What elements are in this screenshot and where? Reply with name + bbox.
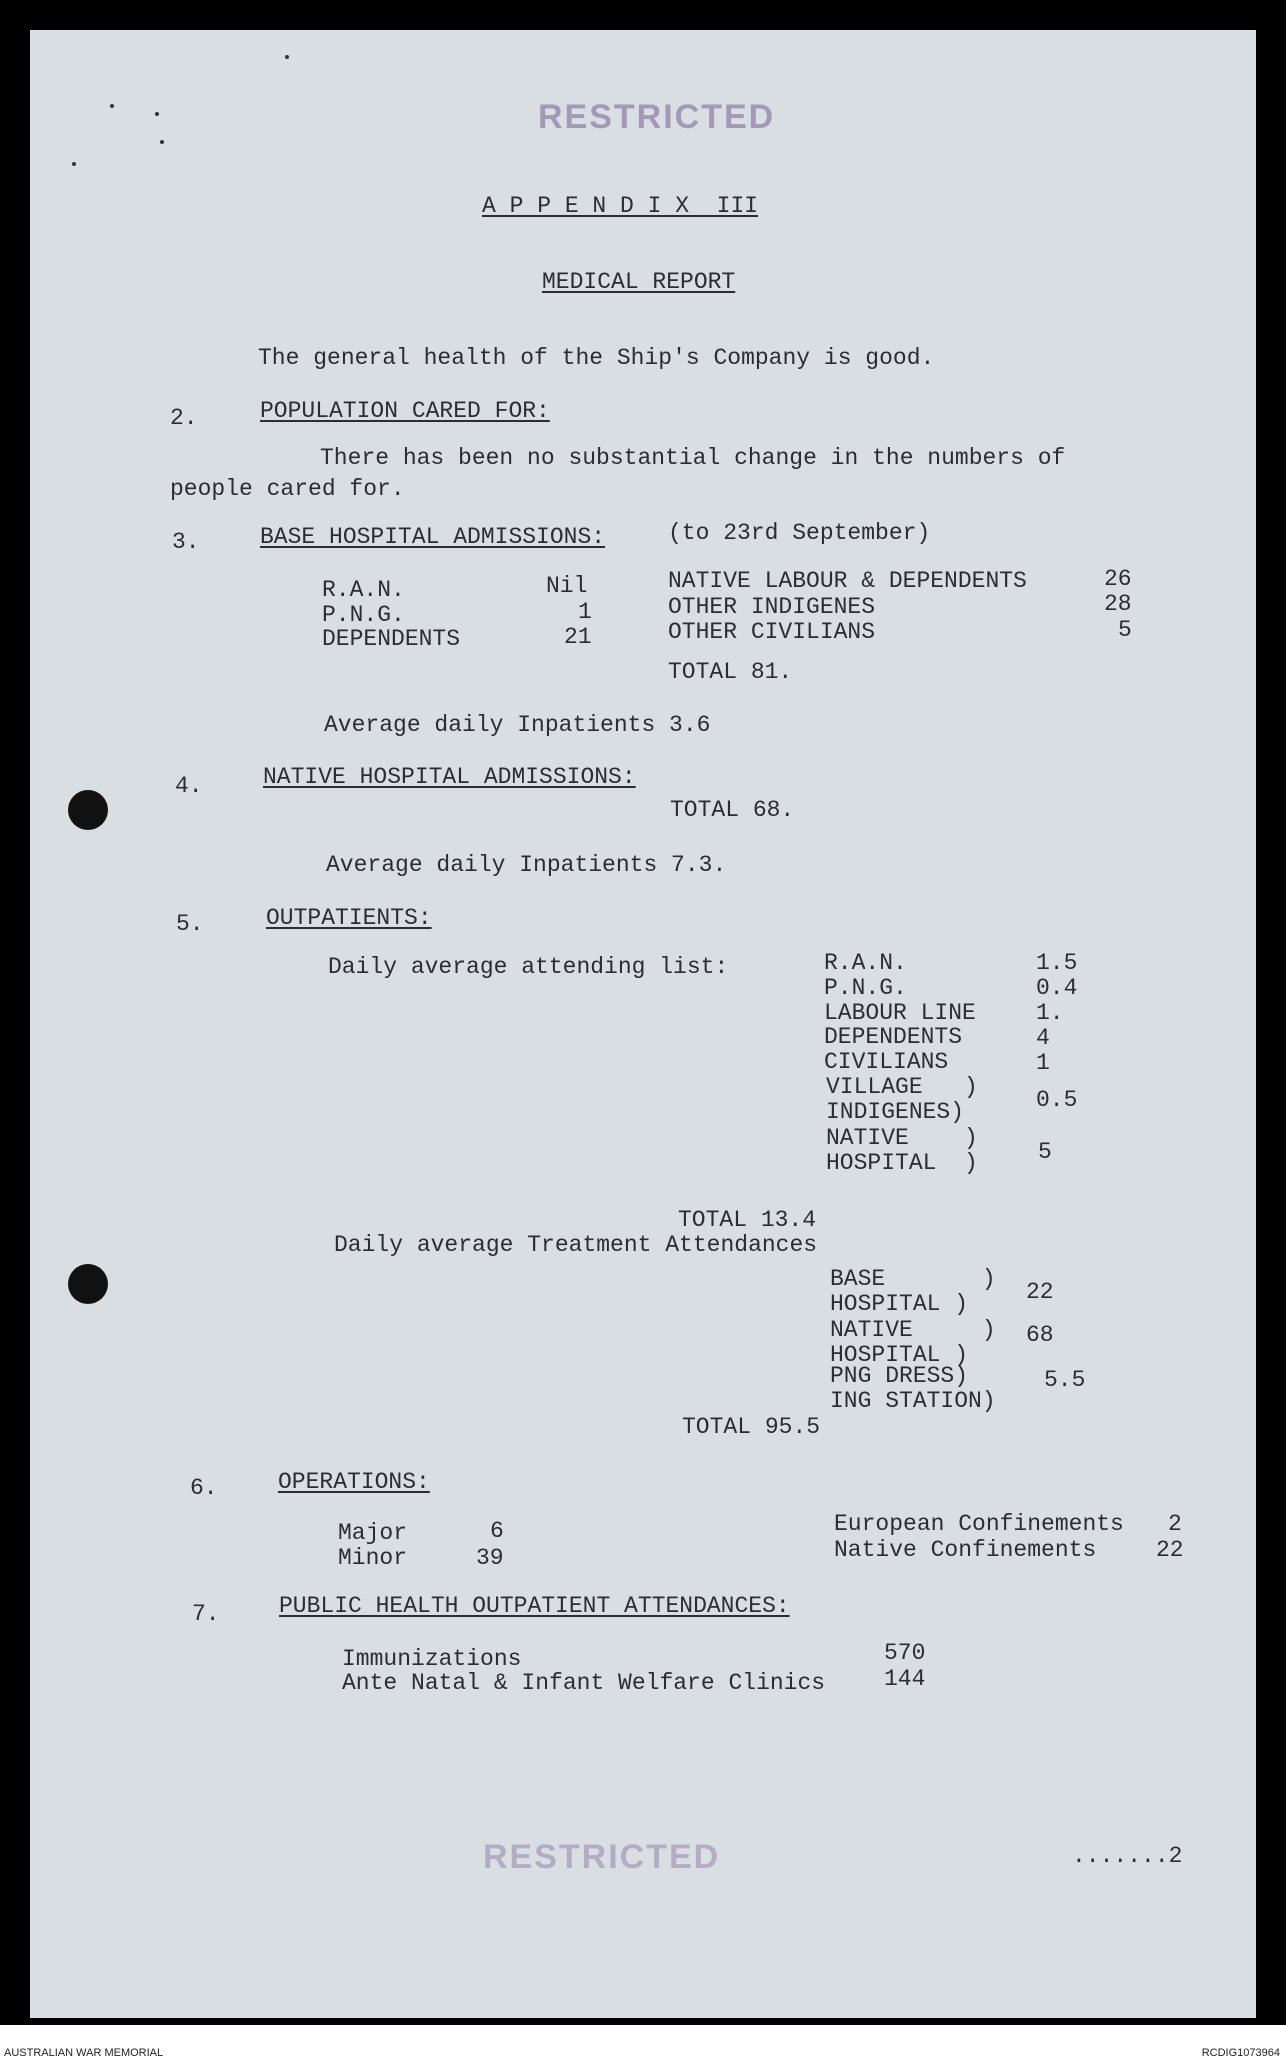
attending-label-ran: R.A.N. — [824, 950, 907, 976]
base-admission-value-other-indigenes: 28 — [1104, 591, 1132, 617]
treatment-value-base-hospital: 22 — [1026, 1279, 1054, 1305]
attending-label-village-indigenes: VILLAGE ) INDIGENES) — [826, 1074, 978, 1125]
section-2-text-line-1: There has been no substantial change in the numbers of — [320, 445, 1066, 471]
operations-value-major: 6 — [490, 1518, 504, 1544]
operations-label-major: Major — [338, 1520, 408, 1546]
base-admission-label-ran: R.A.N. — [322, 577, 405, 603]
section-3-number: 3. — [172, 529, 200, 555]
base-admission-value-dependents: 21 — [564, 624, 592, 650]
punch-hole-top — [68, 790, 108, 830]
footer-left-credit: AUSTRALIAN WAR MEMORIAL — [4, 2047, 164, 2059]
confinements-value-native: 22 — [1156, 1537, 1184, 1563]
attending-total: TOTAL 13.4 — [678, 1207, 817, 1233]
treatment-label-png-dressing-station: PNG DRESS) ING STATION) — [830, 1363, 996, 1414]
paper-speck — [285, 55, 289, 59]
archive-footer — [0, 2025, 1286, 2061]
report-title: MEDICAL REPORT — [542, 269, 736, 295]
native-admission-total: TOTAL 68. — [670, 797, 795, 823]
paper-speck — [72, 162, 76, 166]
treatment-label-base-hospital: BASE ) HOSPITAL ) — [830, 1266, 996, 1317]
section-7-heading: PUBLIC HEALTH OUTPATIENT ATTENDANCES: — [279, 1593, 790, 1619]
section-5-heading: OUTPATIENTS: — [266, 905, 432, 931]
base-admission-label-native-labour: NATIVE LABOUR & DEPENDENTS — [668, 568, 1027, 594]
treatment-total: TOTAL 95.5 — [682, 1414, 821, 1440]
attending-value-village-indigenes: 0.5 — [1036, 1087, 1078, 1113]
operations-value-minor: 39 — [476, 1545, 504, 1571]
section-3-heading: BASE HOSPITAL ADMISSIONS: — [260, 524, 606, 550]
page-continuation-marker: .......2 — [1072, 1843, 1183, 1869]
section-2-text-line-2: people cared for. — [170, 476, 405, 502]
confinements-value-european: 2 — [1168, 1511, 1182, 1537]
base-admission-value-native-labour: 26 — [1104, 566, 1132, 592]
attending-label-native-hospital: NATIVE ) HOSPITAL ) — [826, 1125, 978, 1176]
attending-value-png: 0.4 — [1036, 975, 1078, 1001]
punch-hole-bottom — [68, 1264, 108, 1304]
paper-speck — [110, 104, 114, 108]
base-admission-value-other-civilians: 5 — [1118, 617, 1132, 643]
attending-value-ran: 1.5 — [1036, 950, 1078, 976]
base-admission-average: Average daily Inpatients 3.6 — [324, 712, 711, 738]
section-7-number: 7. — [192, 1601, 220, 1627]
base-admission-value-png: 1 — [578, 599, 592, 625]
native-admission-average: Average daily Inpatients 7.3. — [326, 852, 727, 878]
section-2-heading: POPULATION CARED FOR: — [260, 398, 550, 424]
public-health-label-clinics: Ante Natal & Infant Welfare Clinics — [342, 1670, 826, 1696]
section-3-note: (to 23rd September) — [668, 520, 931, 546]
attending-label-png: P.N.G. — [824, 975, 907, 1001]
section-6-number: 6. — [190, 1475, 218, 1501]
confinements-label-european: European Confinements — [834, 1511, 1124, 1537]
document-page — [30, 30, 1256, 2018]
footer-right-id: RCDIG1073964 — [1201, 2047, 1280, 2059]
confinements-label-native: Native Confinements — [834, 1537, 1097, 1563]
attending-value-native-hospital: 5 — [1038, 1139, 1052, 1165]
section-5-number: 5. — [176, 911, 204, 937]
treatment-value-png-dressing-station: 5.5 — [1044, 1367, 1086, 1393]
base-admission-label-dependents: DEPENDENTS — [322, 626, 461, 652]
section-6-heading: OPERATIONS: — [278, 1469, 430, 1495]
operations-label-minor: Minor — [338, 1545, 408, 1571]
attending-value-civilians: 1 — [1036, 1050, 1050, 1076]
paper-speck — [155, 112, 159, 116]
base-admission-label-png: P.N.G. — [322, 602, 405, 628]
appendix-title: A P P E N D I X III — [482, 193, 759, 219]
base-admission-total: TOTAL 81. — [668, 659, 793, 685]
paper-speck — [160, 140, 164, 144]
public-health-label-immunizations: Immunizations — [342, 1646, 522, 1672]
attending-value-labour-line: 1. — [1036, 1000, 1064, 1026]
treatment-attendances-label: Daily average Treatment Attendances — [334, 1232, 818, 1258]
section-4-heading: NATIVE HOSPITAL ADMISSIONS: — [263, 764, 636, 790]
restricted-stamp-top: RESTRICTED — [538, 98, 776, 136]
section-2-number: 2. — [170, 405, 198, 431]
attending-list-label: Daily average attending list: — [328, 954, 729, 980]
treatment-value-native-hospital: 68 — [1026, 1322, 1054, 1348]
base-admission-value-ran: Nil — [546, 573, 588, 599]
attending-label-civilians: CIVILIANS — [824, 1049, 949, 1075]
restricted-stamp-bottom: RESTRICTED — [483, 1838, 721, 1876]
treatment-label-native-hospital: NATIVE ) HOSPITAL ) — [830, 1317, 996, 1368]
attending-label-dependents: DEPENDENTS — [824, 1024, 963, 1050]
attending-label-labour-line: LABOUR LINE — [824, 1000, 976, 1026]
base-admission-label-other-indigenes: OTHER INDIGENES — [668, 594, 876, 620]
attending-value-dependents: 4 — [1036, 1025, 1050, 1051]
base-admission-label-other-civilians: OTHER CIVILIANS — [668, 619, 876, 645]
public-health-value-immunizations: 570 — [884, 1640, 926, 1666]
section-4-number: 4. — [175, 773, 203, 799]
intro-line: The general health of the Ship's Company is good. — [258, 345, 935, 371]
public-health-value-clinics: 144 — [884, 1666, 926, 1692]
